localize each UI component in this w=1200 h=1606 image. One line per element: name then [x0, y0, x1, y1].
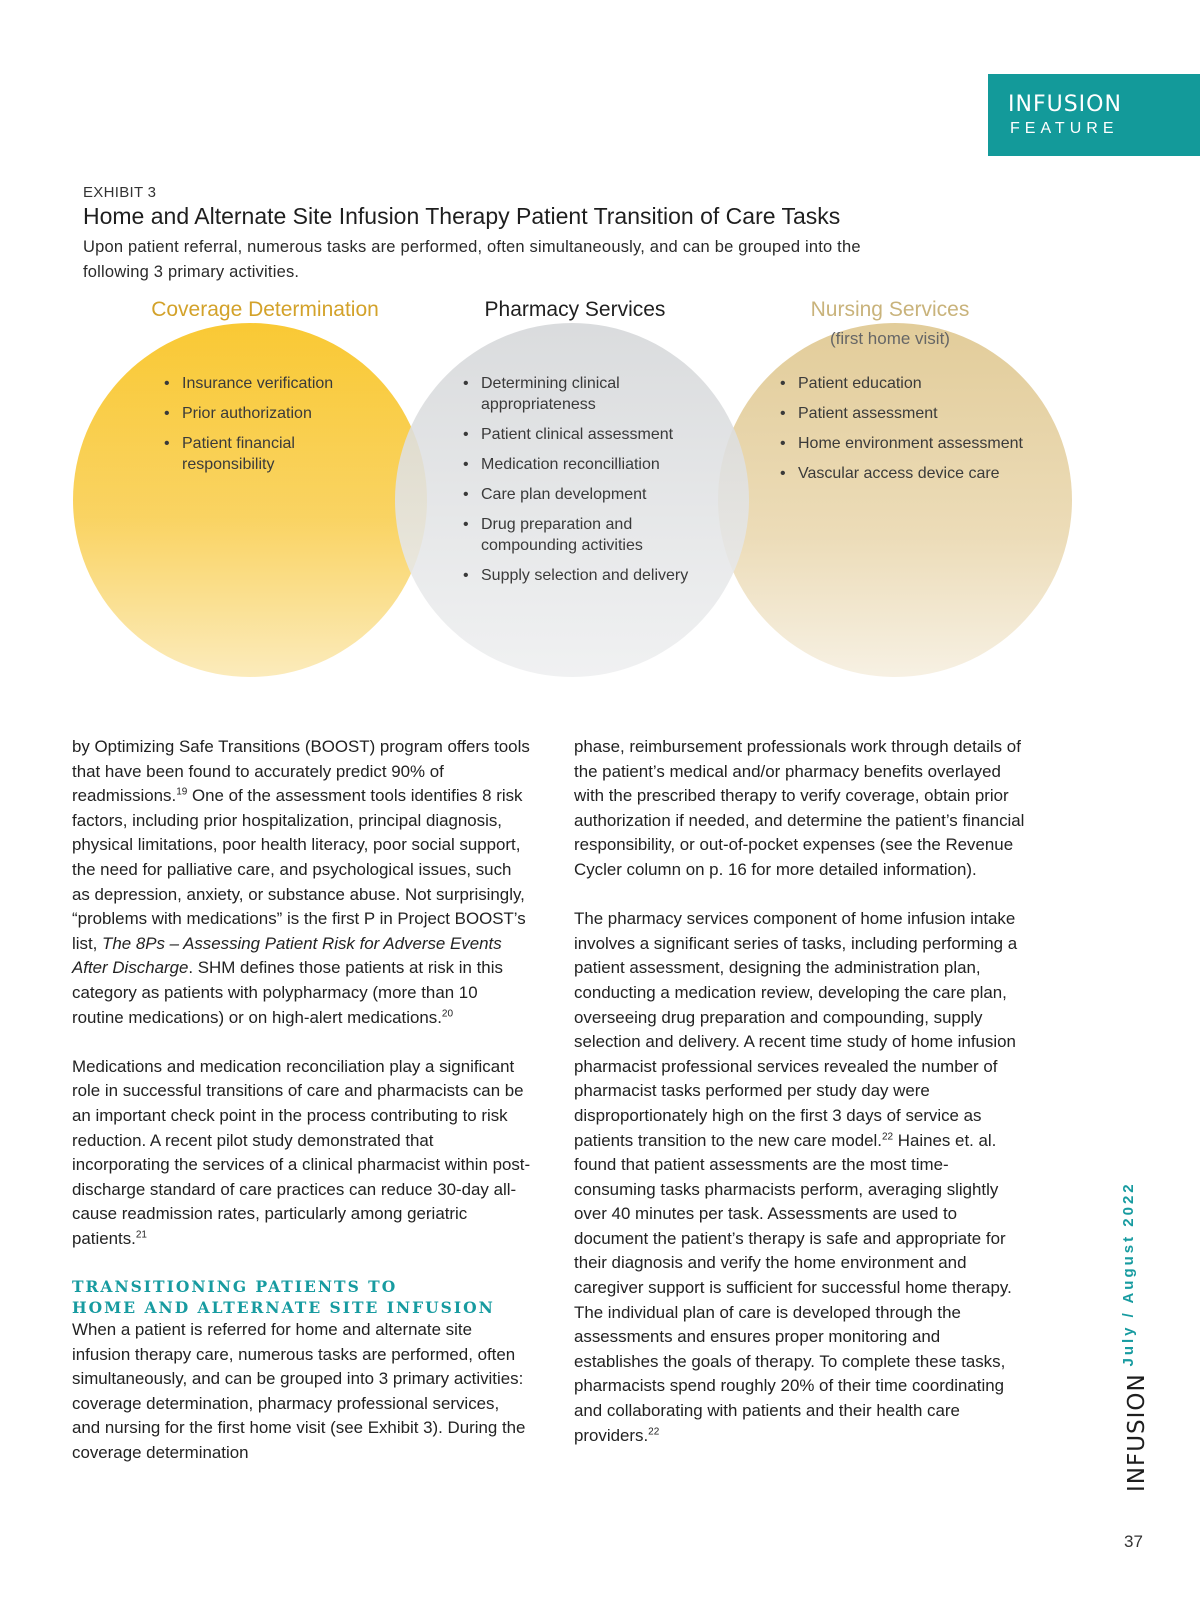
pharmacy-heading: Pharmacy Services: [484, 298, 666, 321]
body-paragraph: When a patient is referred for home and alternate site infusion therapy care, numerous tasks are performed, often simultaneously, and can be grouped into 3 primary activities: coverage determination, pharmacy professional services, and nursing for the first home visit (see Exhibit 3). During the coverage determination: [72, 1320, 526, 1463]
section-heading: [72, 1276, 532, 1318]
list-item: • Patient education: [780, 373, 1080, 394]
pharmacy-task-list: [463, 373, 713, 595]
body-paragraph: [72, 1055, 532, 1252]
text-run: Haines et. al. found that patient assessments are the most time-consuming tasks pharmacists perform, averaging slightly over 40 minutes per task. Assessments are used to document the patient’s therapy is safe and appropriate for their diagnosis and verify the home environment and caregiver support is sufficient for successful home therapy. The individual plan of care is developed through the assessments and ensures proper monitoring and establishes the goals of therapy. To complete these tasks, pharmacists spend roughly 20% of their time coordinating and collaborating with patients and their health care providers.: [574, 1130, 1012, 1445]
list-item: • Vascular access device care: [780, 463, 1080, 484]
nursing-heading: Nursing Services: [810, 298, 970, 321]
list-item: • Prior authorization: [164, 403, 364, 424]
text-run: Medications and medication reconciliation play a significant role in successful transitions of care and pharmacists can be an important check point in the process contributing to risk reduction. A recent pilot study demonstrated that incorporating the services of a clinical pharmacist within post-discharge standard of care practices can reduce 30-day all-cause readmission rates, particularly among geriatric patients.: [72, 1056, 531, 1248]
issue-date: July / August 2022: [1120, 1181, 1137, 1367]
left-column: [72, 735, 532, 1490]
exhibit-title: Home and Alternate Site Infusion Therapy Patient Transition of Care Tasks: [83, 203, 841, 229]
list-item: • Determining clinical appropriateness: [463, 373, 713, 415]
infusion-logo: INFUSION: [1008, 92, 1122, 117]
footnote-ref: 22: [881, 1130, 894, 1142]
magazine-banner: [988, 74, 1200, 156]
exhibit-description: Upon patient referral, numerous tasks are performed, often simultaneously, and can be grouped into the following 3 primary activities.: [83, 238, 861, 281]
list-item: • Insurance verification: [164, 373, 364, 394]
section-heading-line: TRANSITIONING PATIENTS TO: [72, 1277, 398, 1297]
footnote-ref: 19: [176, 786, 188, 798]
coverage-task-list: [164, 373, 364, 484]
text-run: The pharmacy services component of home infusion intake involves a significant series of tasks, including performing a patient assessment, designing the administration plan, conducting a medication review, developing the care plan, overseeing drug preparation and compounding, supply selection and delivery. A recent time study of home infusion pharmacist professional services revealed the number of pharmacist tasks performed per study day were disproportionately high on the first 3 days of service as patients transition to the new care model.: [574, 909, 1018, 1150]
body-paragraph: [72, 735, 532, 1030]
text-run: . SHM defines those patients at risk in this category as patients with polypharmacy (more than 10 routine medications) or on high-alert medications.: [72, 958, 503, 1027]
list-item: • Drug preparation and compounding activities: [463, 514, 713, 556]
footnote-ref: 21: [135, 1229, 147, 1241]
footnote-ref: 22: [648, 1426, 660, 1437]
nursing-task-list: [780, 373, 1080, 493]
coverage-heading: Coverage Determination: [151, 298, 379, 321]
list-item: • Home environment assessment: [780, 433, 1080, 454]
text-run: One of the assessment tools identifies 8 risk factors, including prior hospitalization, principal diagnosis, physical limitations, poor health literacy, poor social support, the need for palliative care, and psychological issues, such as depression, anxiety, or substance abuse. Not surprisingly, “problems with medications” is the first P in Project BOOST’s list,: [72, 786, 526, 953]
section-heading-line: HOME AND ALTERNATE SITE INFUSION: [72, 1298, 495, 1318]
list-item: • Patient assessment: [780, 403, 1080, 424]
feature-label: FEATURE: [1010, 120, 1119, 137]
footnote-ref: 20: [441, 1007, 454, 1019]
list-item: • Patient financial responsibility: [164, 433, 364, 475]
text-run: by Optimizing Safe Transitions (BOOST) program offers tools that have been found to accurately predict 90% of readmissions.: [72, 737, 530, 806]
list-item: • Medication reconcilliation: [463, 454, 713, 475]
list-item: • Supply selection and delivery: [463, 565, 713, 586]
publication-title: The 8Ps – Assessing Patient Risk for Adverse Events After Discharge: [72, 933, 502, 978]
sidebar-logo: INFUSION: [1124, 1373, 1150, 1492]
body-paragraph: phase, reimbursement professionals work through details of the patient’s medical and/or pharmacy benefits overlayed with the prescribed therapy to verify coverage, obtain prior authorization if needed, and determine the patient’s financial responsibility, or out-of-pocket expenses (see the Revenue Cycler column on p. 16 for more detailed information).: [574, 737, 1025, 879]
list-item: • Care plan development: [463, 484, 713, 505]
right-column: [574, 735, 1029, 1473]
exhibit-label: EXHIBIT 3: [83, 184, 157, 201]
body-paragraph: [574, 907, 1029, 1448]
page-number: 37: [1124, 1532, 1143, 1551]
nursing-subheading: (first home visit): [830, 329, 950, 348]
list-item: • Patient clinical assessment: [463, 424, 713, 445]
